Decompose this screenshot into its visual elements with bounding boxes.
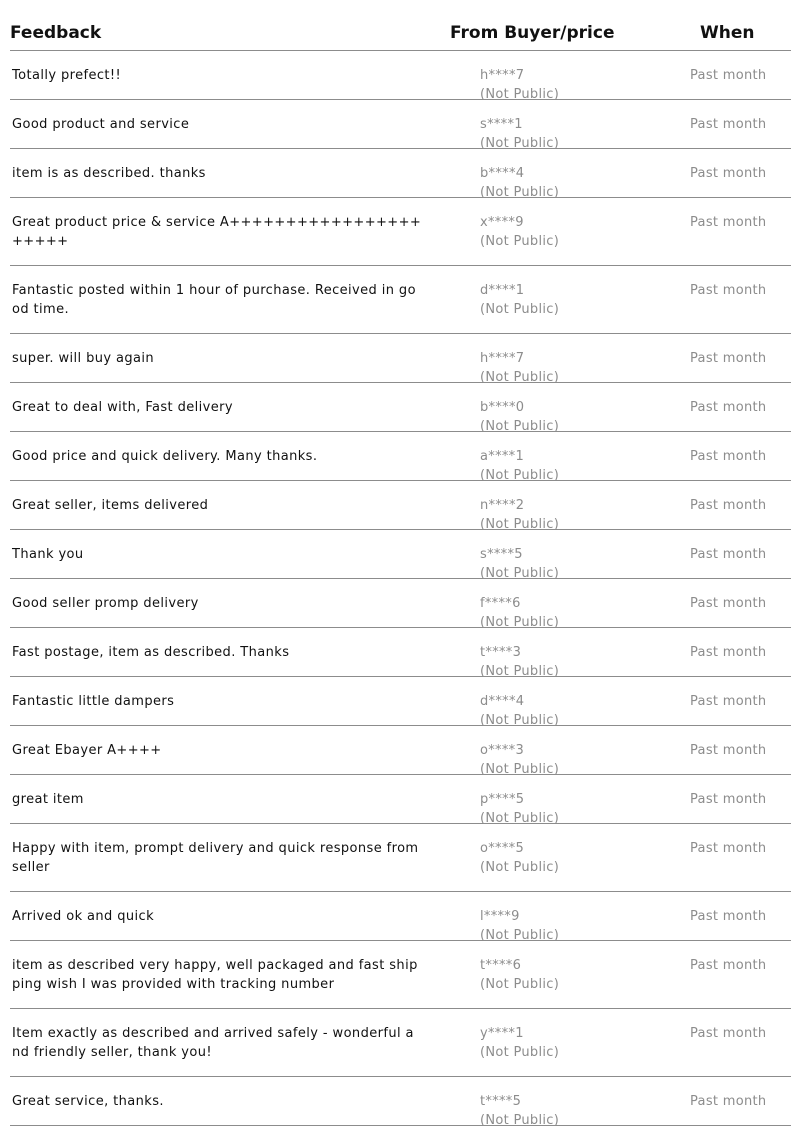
feedback-comment: super. will buy again — [12, 351, 155, 366]
feedback-date: Past month — [690, 68, 767, 83]
feedback-date: Past month — [690, 1094, 767, 1109]
feedback-date: Past month — [690, 841, 767, 856]
feedback-comment: item is as described. thanks — [12, 166, 206, 181]
buyer-id — [480, 1024, 559, 1062]
feedback-row — [0, 676, 800, 728]
feedback-date: Past month — [690, 215, 767, 230]
feedback-row — [0, 578, 800, 630]
feedback-comment: Great service, thanks. — [12, 1094, 164, 1109]
buyer-visibility: (Not Public) — [480, 234, 560, 249]
buyer-id — [480, 839, 559, 877]
feedback-comment: Totally prefect!! — [12, 68, 122, 83]
feedback-row — [0, 382, 800, 434]
feedback-date: Past month — [690, 645, 767, 660]
feedback-row — [0, 891, 800, 943]
buyer-visibility: (Not Public) — [480, 1045, 560, 1060]
buyer-visibility: (Not Public) — [480, 1113, 560, 1128]
feedback-row — [0, 774, 800, 826]
buyer-name: b****4 — [480, 166, 525, 181]
buyer-visibility: (Not Public) — [480, 302, 560, 317]
buyer-id — [480, 281, 559, 319]
feedback-date: Past month — [690, 498, 767, 513]
feedback-comment: Fantastic posted within 1 hour of purchase. Received in good time. — [12, 283, 416, 317]
buyer-visibility: (Not Public) — [480, 977, 560, 992]
buyer-visibility: (Not Public) — [480, 928, 560, 943]
feedback-date: Past month — [690, 792, 767, 807]
buyer-visibility: (Not Public) — [480, 762, 560, 777]
feedback-row — [0, 431, 800, 483]
buyer-name: t****5 — [480, 1094, 522, 1109]
column-header-when[interactable]: When — [700, 23, 755, 43]
feedback-date: Past month — [690, 743, 767, 758]
feedback-row — [0, 1076, 800, 1128]
buyer-name: a****1 — [480, 449, 525, 464]
feedback-row — [0, 148, 800, 200]
feedback-row — [0, 50, 800, 102]
column-header-feedback[interactable]: Feedback — [10, 23, 102, 43]
buyer-name: t****6 — [480, 958, 522, 973]
buyer-name: d****1 — [480, 283, 525, 298]
feedback-table-header — [0, 0, 800, 50]
feedback-date: Past month — [690, 117, 767, 132]
buyer-visibility: (Not Public) — [480, 664, 560, 679]
feedback-date: Past month — [690, 547, 767, 562]
feedback-comment: Fantastic little dampers — [12, 694, 175, 709]
buyer-visibility: (Not Public) — [480, 517, 560, 532]
buyer-name: x****9 — [480, 215, 524, 230]
buyer-name: s****5 — [480, 547, 523, 562]
feedback-comment: Great Ebayer A++++ — [12, 743, 162, 758]
buyer-visibility: (Not Public) — [480, 713, 560, 728]
feedback-comment: Good product and service — [12, 117, 190, 132]
buyer-name: s****1 — [480, 117, 523, 132]
feedback-row — [0, 725, 800, 777]
feedback-comment: Fast postage, item as described. Thanks — [12, 645, 290, 660]
feedback-row — [0, 823, 800, 891]
feedback-row — [0, 197, 800, 265]
feedback-comment: Great product price & service A++++++++++++++++++++++ — [12, 215, 422, 249]
feedback-row — [0, 265, 800, 333]
buyer-visibility: (Not Public) — [480, 87, 560, 102]
buyer-visibility: (Not Public) — [480, 136, 560, 151]
feedback-date: Past month — [690, 909, 767, 924]
buyer-name: o****5 — [480, 841, 525, 856]
buyer-id — [480, 956, 559, 994]
feedback-comment: Good price and quick delivery. Many thanks. — [12, 449, 318, 464]
buyer-name: t****3 — [480, 645, 522, 660]
feedback-date: Past month — [690, 283, 767, 298]
buyer-visibility: (Not Public) — [480, 860, 560, 875]
feedback-date: Past month — [690, 449, 767, 464]
feedback-date: Past month — [690, 166, 767, 181]
feedback-row — [0, 480, 800, 532]
buyer-visibility: (Not Public) — [480, 419, 560, 434]
feedback-row — [0, 940, 800, 1008]
buyer-visibility: (Not Public) — [480, 811, 560, 826]
buyer-visibility: (Not Public) — [480, 468, 560, 483]
buyer-visibility: (Not Public) — [480, 370, 560, 385]
buyer-name: h****7 — [480, 351, 525, 366]
buyer-name: p****5 — [480, 792, 525, 807]
feedback-row — [0, 333, 800, 385]
buyer-name: y****1 — [480, 1026, 524, 1041]
buyer-name: o****3 — [480, 743, 525, 758]
feedback-row — [0, 1008, 800, 1076]
buyer-visibility: (Not Public) — [480, 566, 560, 581]
buyer-visibility: (Not Public) — [480, 185, 560, 200]
feedback-date: Past month — [690, 1026, 767, 1041]
feedback-comment: Great to deal with, Fast delivery — [12, 400, 233, 415]
buyer-name: n****2 — [480, 498, 525, 513]
buyer-id — [480, 213, 559, 251]
feedback-comment: Item exactly as described and arrived safely - wonderful and friendly seller, thank you! — [12, 1026, 414, 1060]
column-header-buyer[interactable]: From Buyer/price — [450, 23, 615, 43]
feedback-row — [0, 99, 800, 151]
feedback-date: Past month — [690, 694, 767, 709]
buyer-name: d****4 — [480, 694, 525, 709]
buyer-name: h****7 — [480, 68, 525, 83]
feedback-comment: Happy with item, prompt delivery and quick response from seller — [12, 841, 419, 875]
feedback-comment: Arrived ok and quick — [12, 909, 155, 924]
feedback-row — [0, 529, 800, 581]
feedback-comment: Great seller, items delivered — [12, 498, 209, 513]
buyer-name: b****0 — [480, 400, 525, 415]
feedback-comment: great item — [12, 792, 84, 807]
feedback-date: Past month — [690, 596, 767, 611]
buyer-visibility: (Not Public) — [480, 615, 560, 630]
buyer-name: f****6 — [480, 596, 521, 611]
feedback-date: Past month — [690, 351, 767, 366]
feedback-comment: item as described very happy, well packaged and fast shipping wish I was provided with tracking number — [12, 958, 418, 992]
feedback-comment: Good seller promp delivery — [12, 596, 199, 611]
buyer-name: l****9 — [480, 909, 520, 924]
feedback-date: Past month — [690, 400, 767, 415]
feedback-comment: Thank you — [12, 547, 84, 562]
feedback-date: Past month — [690, 958, 767, 973]
feedback-row — [0, 627, 800, 679]
